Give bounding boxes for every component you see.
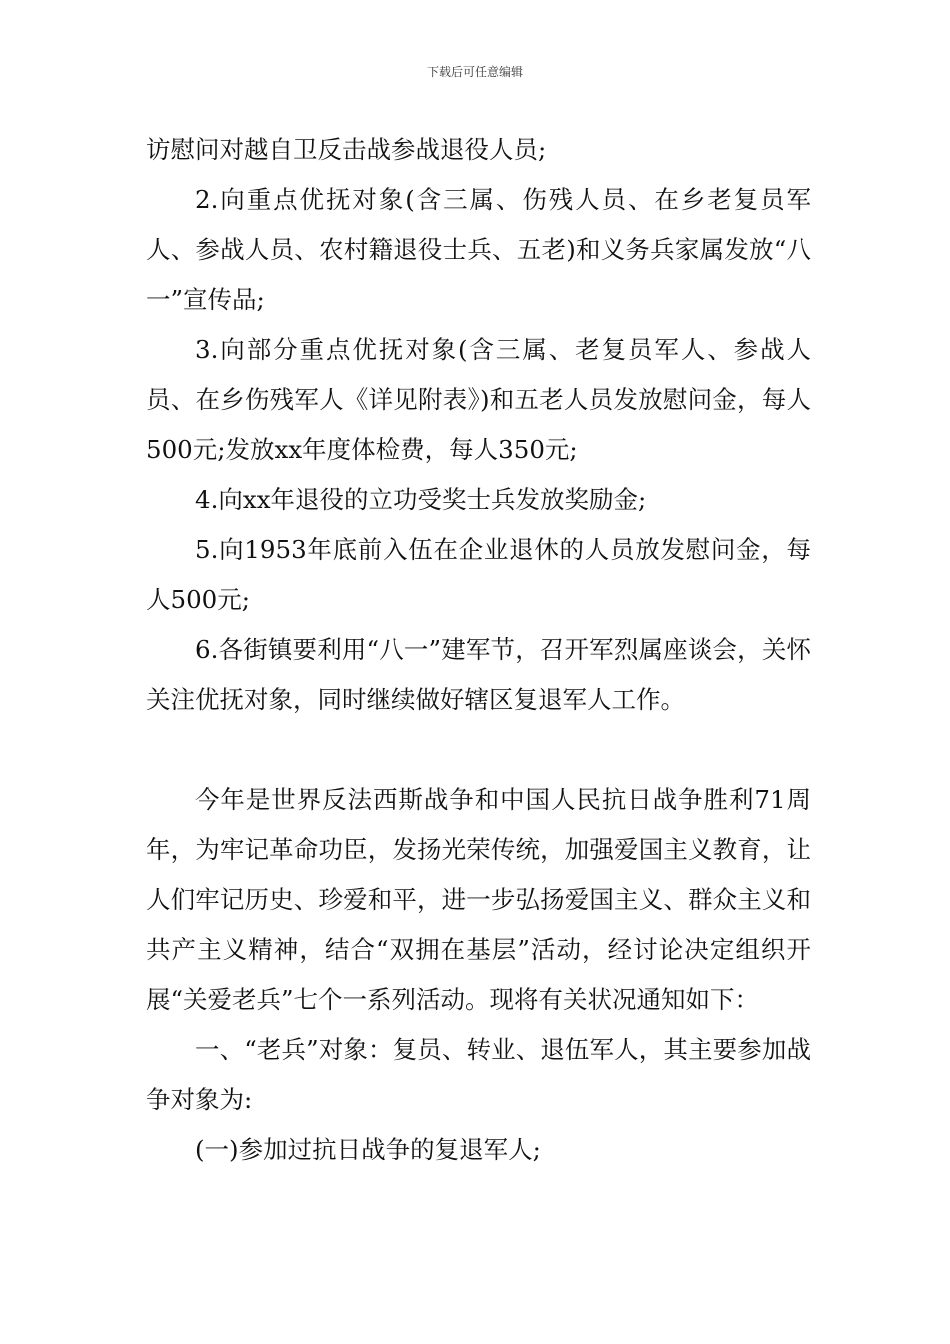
paragraph-7: 今年是世界反法西斯战争和中国人民抗日战争胜利71周年，为牢记革命功臣，发扬光荣传统，加强爱国主义教育，让人们牢记历史、珍爱和平，进一步弘扬爱国主义、群众主义和共产主义精神，结合“双拥在基层”活动，经讨论决定组织开展“关爱老兵”七个一系列活动。现将有关状况通知如下： [146, 785, 811, 1014]
paragraph-1: 访慰问对越自卫反击战参战退役人员; [146, 135, 547, 164]
paragraph-8: 一、“老兵”对象：复员、转业、退伍军人，其主要参加战争对象为: [146, 1035, 811, 1114]
paragraph-2: 2.向重点优抚对象(含三属、伤残人员、在乡老复员军人、参战人员、农村籍退役士兵、五老)和义务兵家属发放“八一”宣传品; [146, 185, 811, 314]
paragraph-gap [146, 725, 811, 775]
paragraph-4: 4.向xx年退役的立功受奖士兵发放奖励金; [195, 485, 647, 514]
paragraph-6: 6.各街镇要利用“八一”建军节，召开军烈属座谈会，关怀关注优抚对象，同时继续做好辖区复退军人工作。 [146, 635, 811, 714]
paragraph-5: 5.向1953年底前入伍在企业退休的人员放发慰问金，每人500元; [146, 535, 811, 614]
page-header: 下载后可任意编辑 [426, 65, 523, 79]
document-body [146, 125, 811, 1175]
paragraph-3: 3.向部分重点优抚对象(含三属、老复员军人、参战人员、在乡伤残军人《详见附表》)和五老人员发放慰问金，每人500元;发放xx年度体检费，每人350元; [146, 335, 811, 464]
paragraph-9: (一)参加过抗日战争的复退军人; [195, 1135, 541, 1164]
